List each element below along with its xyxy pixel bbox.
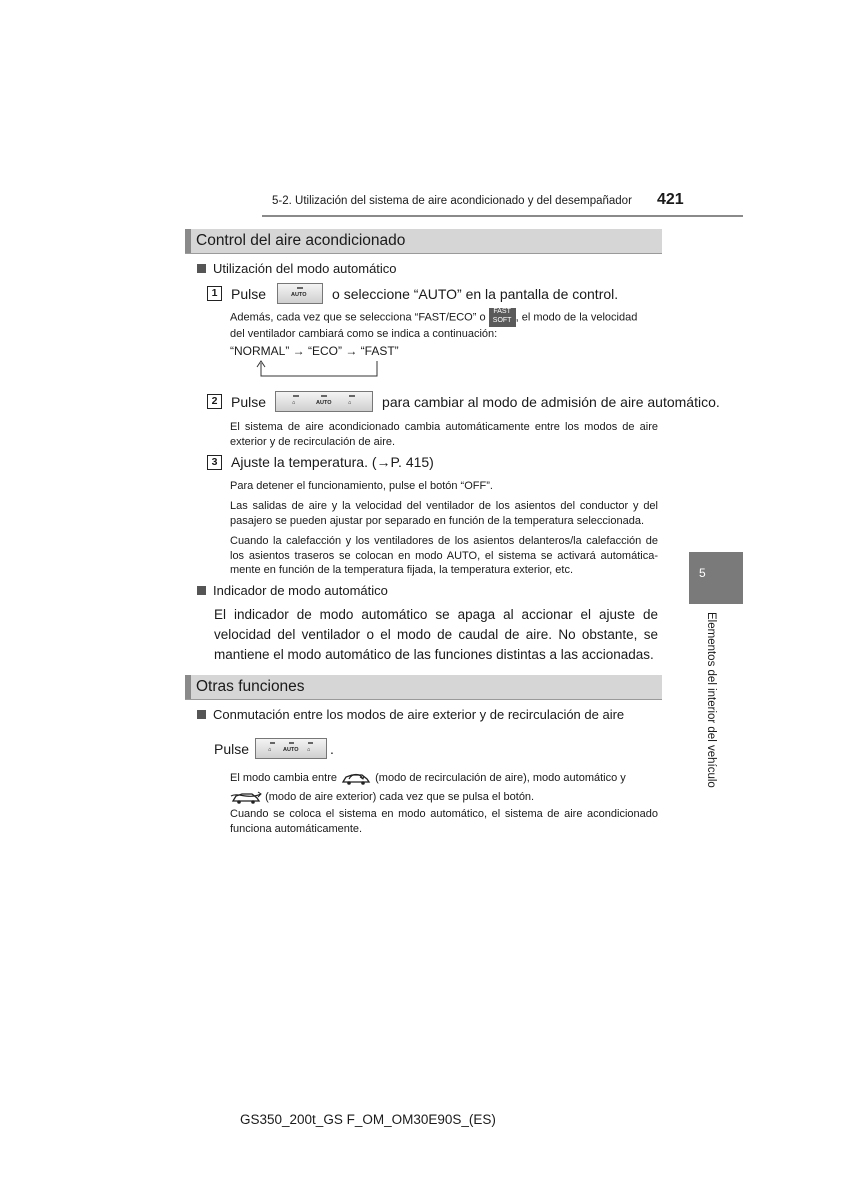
square-bullet-icon bbox=[197, 586, 206, 595]
car-icon: ⌂ bbox=[268, 747, 272, 753]
step-2 bbox=[207, 391, 720, 412]
running-header: 5-2. Utilización del sistema de aire acondicionado y del desempañador bbox=[272, 195, 632, 207]
note-text: (modo de aire exterior) cada vez que se pulsa el botón. bbox=[265, 791, 535, 803]
note-text: Además, cada vez que se selecciona “FAST/ECO” o bbox=[230, 311, 486, 324]
section-title: Control del aire acondicionado bbox=[196, 232, 406, 249]
step-post: . bbox=[330, 740, 334, 757]
step-3-note-3: Cuando la calefacción y los ventiladores de los asientos delanteros/la calefacción de los asientos traseros se colocan en modo AUTO, el sistema se activará automática-mente en función de la temperatura fijada, la temperatura exterior, etc. bbox=[230, 535, 658, 576]
square-bullet-icon bbox=[197, 264, 206, 273]
cycle-arrow-icon bbox=[254, 359, 384, 381]
auto-button-label: AUTO bbox=[283, 747, 299, 753]
header-rule bbox=[262, 215, 743, 217]
step-pre: Pulse bbox=[231, 285, 267, 302]
auto-button-image bbox=[277, 283, 323, 304]
step-pre: Pulse bbox=[214, 740, 250, 757]
section-accent bbox=[185, 229, 191, 253]
car-icon: ⌂ bbox=[348, 400, 352, 406]
car-icon: ⌂ bbox=[292, 400, 296, 406]
step-2-note: El sistema de aire acondicionado cambia automáticamente entre los modos de aire exterior y de recirculación de aire. bbox=[230, 421, 658, 448]
step-text: Ajuste la temperatura. (→P. 415) bbox=[231, 454, 434, 470]
car-icon: ⌂ bbox=[307, 747, 311, 753]
square-bullet-icon bbox=[197, 710, 206, 719]
step-1-note bbox=[230, 308, 658, 342]
indicator-dot bbox=[289, 742, 294, 744]
auto-button-label: AUTO bbox=[316, 400, 332, 406]
subheading-text: Utilización del modo automático bbox=[213, 261, 397, 276]
step-post: o seleccione “AUTO” en la pantalla de control. bbox=[332, 285, 619, 302]
chapter-number: 5 bbox=[699, 566, 706, 580]
indicator-dot bbox=[270, 742, 275, 744]
step-number: 3 bbox=[207, 455, 222, 470]
subheading-text: Indicador de modo automático bbox=[213, 583, 388, 598]
indicator-dot bbox=[308, 742, 313, 744]
switch-note-1 bbox=[230, 769, 658, 807]
subheading-indicator bbox=[197, 583, 388, 598]
note-text: , el modo de la velocidad bbox=[515, 311, 638, 324]
indicator-dot bbox=[297, 287, 303, 289]
chapter-label: Elementos del interior del vehículo bbox=[705, 612, 717, 788]
soft-label: SOFT bbox=[492, 316, 512, 324]
section-bar-other bbox=[185, 675, 662, 700]
step-number: 1 bbox=[207, 286, 222, 301]
step-3 bbox=[207, 454, 434, 470]
note-text: (modo de recirculación de aire), modo automático y bbox=[375, 772, 626, 784]
fast-soft-button-icon bbox=[489, 308, 516, 327]
step-3-note-1: Para detener el funcionamiento, pulse el botón “OFF”. bbox=[230, 480, 493, 492]
mode-cycle: “NORMAL” → “ECO” → “FAST” bbox=[230, 344, 399, 358]
subheading-text: Conmutación entre los modos de aire exterior y de recirculación de aire bbox=[213, 707, 625, 722]
page-number: 421 bbox=[657, 191, 684, 208]
indicator-paragraph: El indicador de modo automático se apaga al accionar el ajuste de velocidad del ventilador o el modo de caudal de aire. No obstante, se mantiene el modo automático de las funciones distintas a las accionadas. bbox=[214, 607, 658, 662]
step-3-note-2: Las salidas de aire y la velocidad del ventilador de los asientos del conductor y del pasajero se pueden ajustar por separado en función de la temperatura seleccionada. bbox=[230, 500, 658, 527]
footer-code: GS350_200t_GS F_OM_OM30E90S_(ES) bbox=[240, 1112, 496, 1127]
subheading-switch bbox=[197, 707, 624, 722]
intake-button-image bbox=[255, 738, 327, 759]
auto-button-label: AUTO bbox=[291, 292, 307, 298]
outside-air-icon bbox=[230, 790, 262, 805]
recirculation-icon bbox=[340, 771, 372, 786]
note-text: del ventilador cambiará como se indica a continuación: bbox=[230, 328, 498, 340]
switch-note-2: Cuando se coloca el sistema en modo automático, el sistema de aire acondicionado funciona automáticamente. bbox=[230, 808, 658, 835]
step-number: 2 bbox=[207, 394, 222, 409]
step-post: para cambiar al modo de admisión de aire automático. bbox=[382, 393, 720, 410]
step-pre: Pulse bbox=[231, 393, 267, 410]
subheading-auto-mode bbox=[197, 261, 397, 276]
indicator-dot bbox=[293, 395, 299, 397]
section-bar-control bbox=[185, 229, 662, 254]
note-text: El modo cambia entre bbox=[230, 772, 337, 784]
section-accent bbox=[185, 675, 191, 699]
fast-label: FAST bbox=[493, 308, 511, 315]
intake-button-image bbox=[275, 391, 373, 412]
indicator-dot bbox=[349, 395, 355, 397]
section-title: Otras funciones bbox=[196, 678, 305, 695]
switch-instruction bbox=[214, 738, 334, 759]
chapter-tab bbox=[689, 552, 743, 604]
indicator-dot bbox=[321, 395, 327, 397]
step-1 bbox=[207, 283, 618, 304]
